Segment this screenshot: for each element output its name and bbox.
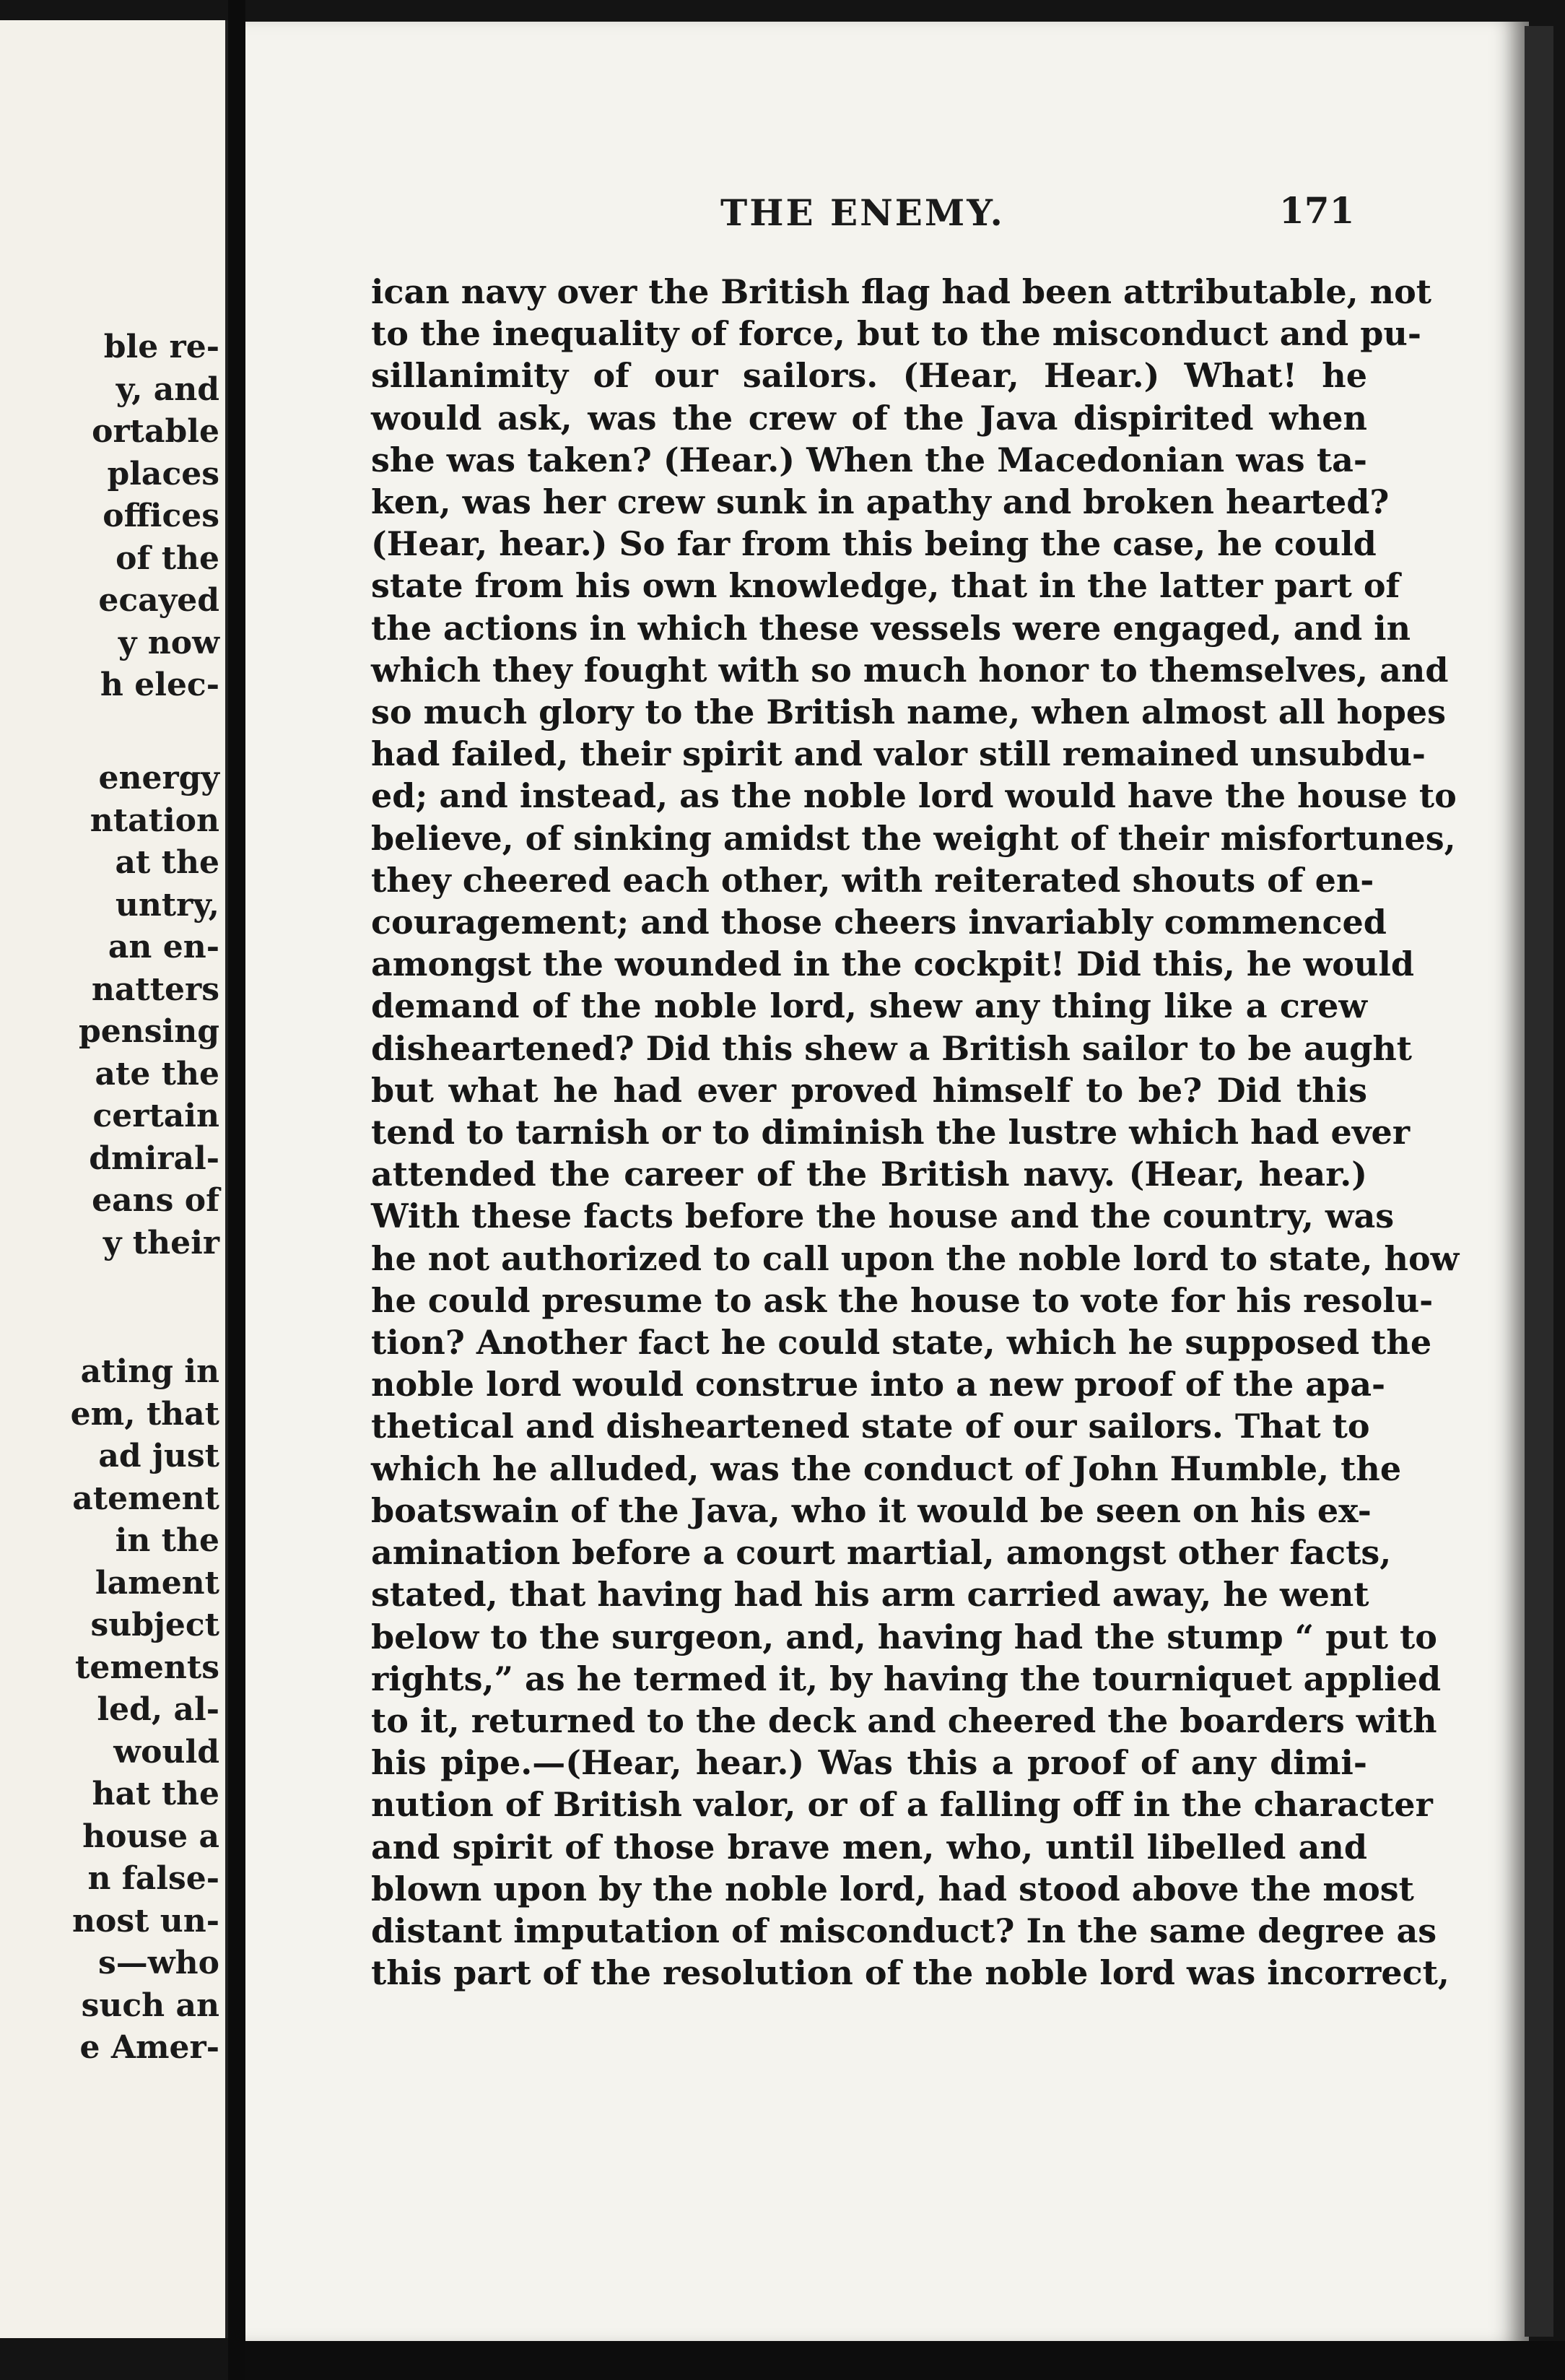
fragment-line: places [107,455,219,492]
text-line: ican navy over the British flag had been attributable, not [371,272,1432,311]
text-line: (Hear, hear.) So far from this being the case, he could [371,524,1377,564]
text-line: distant imputation of misconduct? In the same degree as [371,1911,1437,1950]
fragment-line: would [113,1733,219,1771]
previous-page-fragment [0,20,228,2338]
text-line: which they fought with so much honor to themselves, and [371,650,1449,690]
fragment-line: an en- [108,929,219,965]
left-fragment-c [0,1351,219,2070]
text-line: to the inequality of force, but to the misconduct and pu- [371,314,1421,354]
left-fragment-b [0,757,219,1264]
text-line: noble lord would construe into a new proof of the apa- [371,1365,1386,1404]
fragment-line: in the [115,1522,219,1559]
book-gutter [228,0,245,2380]
fragment-line: such an [81,1986,219,2024]
fragment-line: n false- [87,1860,219,1897]
text-line: state from his own knowledge, that in the latter part of [371,566,1400,606]
fragment-line: h elec- [100,666,219,703]
body-text [371,271,1460,1994]
text-line: boatswain of the Java, who it would be seen on his ex- [371,1490,1372,1530]
text-line: ken, was her crew sunk in apathy and broken hearted? [371,482,1390,522]
text-line: With these facts before the house and the country, was [371,1196,1395,1236]
fragment-line: of the [115,539,219,577]
text-line: thetical and disheartened state of our sailors. That to [371,1407,1370,1446]
text-line: disheartened? Did this shew a British sailor to be aught [371,1028,1413,1068]
fragment-line: ble re- [103,329,219,365]
fragment-line: atement [72,1480,219,1517]
page-number: 171 [1279,189,1355,232]
text-line: amination before a court martial, amongst other facts, [371,1533,1392,1573]
fragment-line: house a [82,1817,219,1855]
text-line: believe, of sinking amidst the weight of their misfortunes, [371,818,1456,858]
fragment-line: nost un- [72,1902,219,1940]
text-line: below to the surgeon, and, having had the stump “ put to [371,1617,1437,1656]
text-line: sillanimity of our sailors. (Hear, Hear.) What! he [371,356,1367,396]
text-line: which he alluded, was the conduct of John Humble, the [371,1449,1402,1488]
fragment-line: lament [95,1564,219,1602]
fragment-line: ntation [90,802,219,839]
text-line: he not authorized to call upon the noble lord to state, how [371,1238,1460,1278]
fragment-line: certain [92,1098,219,1134]
text-line: tend to tarnish or to diminish the lustre which had ever [371,1113,1411,1152]
text-line: blown upon by the noble lord, had stood above the most [371,1869,1414,1908]
text-line: nution of British valor, or of a falling off in the character [371,1785,1433,1825]
text-line: his pipe.—(Hear, hear.) Was this a proof of any dimi- [371,1743,1367,1783]
fragment-line: ate the [95,1055,219,1093]
fragment-line: offices [103,498,219,534]
text-line: stated, that having had his arm carried away, he went [371,1575,1369,1615]
text-line: would ask, was the crew of the Java dispirited when [371,398,1367,438]
fragment-line: e Amer- [79,2029,219,2066]
text-line: so much glory to the British name, when almost all hopes [371,692,1447,732]
text-line: ed; and instead, as the noble lord would have the house to [371,776,1457,816]
text-line: tion? Another fact he could state, which he supposed the [371,1323,1432,1363]
scan-bottom-border [245,2341,1565,2380]
fragment-line: tements [75,1649,219,1686]
text-line: but what he had ever proved himself to be? Did this [371,1070,1367,1110]
fragment-line: pensing [79,1013,219,1050]
fragment-line: natters [91,970,219,1008]
fragment-line: subject [90,1607,219,1643]
fragment-line: hat the [92,1776,219,1812]
fragment-line: s—who [98,1945,219,1981]
fragment-line: y, and [115,370,219,408]
text-line: the actions in which these vessels were engaged, and in [371,608,1411,648]
text-line: attended the career of the British navy. (Hear, hear.) [371,1155,1367,1194]
fragment-line: y their [103,1224,219,1261]
text-line: this part of the resolution of the noble lord was incorrect, [371,1953,1450,1993]
text-line: she was taken? (Hear.) When the Macedonian was ta- [371,440,1367,479]
fragment-line: dmiral- [89,1139,219,1177]
running-head: THE ENEMY. [720,191,1005,234]
fragment-line: ortable [92,413,219,450]
text-line: amongst the wounded in the cockpit! Did this, he would [371,944,1414,984]
fragment-line: ad just [98,1438,219,1475]
text-line: they cheered each other, with reiterated shouts of en- [371,860,1374,900]
text-line: couragement; and those cheers invariably commenced [371,903,1387,942]
fragment-line: em, that [70,1395,219,1433]
fragment-line: eans of [92,1182,219,1219]
fragment-line: led, al- [97,1691,219,1728]
text-line: rights,” as he termed it, by having the tourniquet applied [371,1659,1442,1698]
page-edge-shadow [1525,26,1553,2337]
text-line: to it, returned to the deck and cheered the boarders with [371,1701,1437,1740]
fragment-line: ecayed [98,582,219,619]
left-fragment-a [0,326,219,707]
text-line: he could presume to ask the house to vote for his resolu- [371,1280,1434,1320]
fragment-line: untry, [115,886,219,924]
fragment-line: ating in [80,1353,219,1390]
text-line: had failed, their spirit and valor still remained unsubdu- [371,734,1426,774]
fragment-line: y now [118,624,219,661]
text-line: and spirit of those brave men, who, until libelled and [371,1827,1367,1867]
fragment-line: energy [98,760,219,796]
text-line: demand of the noble lord, shew any thing like a crew [371,986,1367,1026]
fragment-line: at the [115,844,219,881]
